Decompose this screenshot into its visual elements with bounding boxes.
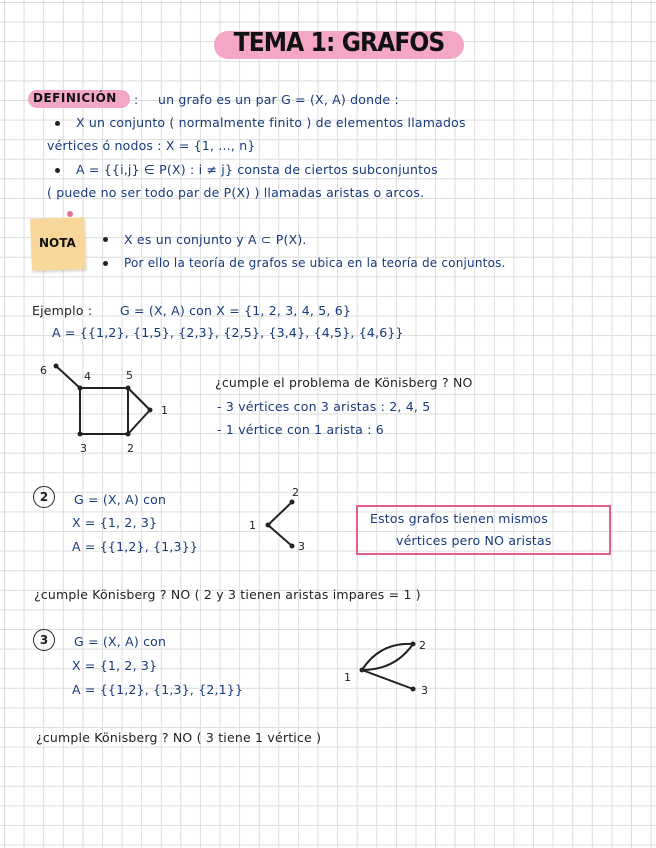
example1-detail1: - 3 vértices con 3 aristas : 2, 4, 5 xyxy=(217,399,431,414)
bullet-dot xyxy=(103,237,108,242)
example2-line3: A = {{1,2}, {1,3}} xyxy=(72,539,198,554)
note-item-1: X es un conjunto y A ⊂ P(X). xyxy=(124,232,307,247)
example2-number: 2 xyxy=(33,486,55,508)
example1-line2: A = {{1,2}, {1,5}, {2,3}, {2,5}, {3,4}, {4,5}, {4,6}} xyxy=(52,325,404,340)
example1-detail2: - 1 vértice con 1 arista : 6 xyxy=(217,422,384,437)
definition-bullet2-line1: A = {{i,j} ∈ P(X) : i ≠ j} consta de ciertos subconjuntos xyxy=(76,162,438,177)
node-label: 2 xyxy=(419,639,426,652)
page-title: TEMA 1: GRAFOS xyxy=(233,28,445,58)
note-label: NOTA xyxy=(39,236,76,250)
example2-line1: G = (X, A) con xyxy=(74,492,167,507)
bullet-dot xyxy=(55,168,60,173)
note-box-line1: Estos grafos tienen mismos xyxy=(370,511,548,526)
example2-question: ¿cumple Könisberg ? NO ( 2 y 3 tienen aristas impares = 1 ) xyxy=(34,587,421,602)
example-label: Ejemplo : xyxy=(32,303,93,318)
example3-line1: G = (X, A) con xyxy=(74,634,167,649)
example3-line3: A = {{1,2}, {1,3}, {2,1}} xyxy=(72,682,244,697)
node-label: 3 xyxy=(298,540,305,553)
node-label: 4 xyxy=(84,370,91,383)
example3-question: ¿cumple Könisberg ? NO ( 3 tiene 1 vértice ) xyxy=(36,730,322,745)
graph-example1 xyxy=(30,360,180,460)
definition-bullet1-line1: X un conjunto ( normalmente finito ) de elementos llamados xyxy=(76,115,466,130)
definition-bullet1-line2: vértices ó nodos : X = {1, ..., n} xyxy=(47,138,256,153)
graph-example3 xyxy=(335,630,445,705)
example1-line1: G = (X, A) con X = {1, 2, 3, 4, 5, 6} xyxy=(120,303,352,318)
node-label: 5 xyxy=(126,369,133,382)
node-label: 3 xyxy=(80,442,87,455)
example2-line2: X = {1, 2, 3} xyxy=(72,515,158,530)
definition-label: DEFINICIÓN xyxy=(33,91,117,105)
definition-colon: : xyxy=(134,92,139,107)
bullet-dot xyxy=(55,121,60,126)
node-label: 3 xyxy=(421,684,428,697)
note-item-2: Por ello la teoría de grafos se ubica en la teoría de conjuntos. xyxy=(124,256,506,270)
node-label: 2 xyxy=(292,486,299,499)
bullet-dot xyxy=(103,261,108,266)
node-label: 1 xyxy=(344,671,351,684)
graph-example2 xyxy=(240,480,320,560)
node-label: 1 xyxy=(249,519,256,532)
definition-bullet2-line2: ( puede no ser todo par de P(X) ) llamadas aristas o arcos. xyxy=(47,185,425,200)
node-label: 2 xyxy=(127,442,134,455)
pin-icon xyxy=(67,211,73,217)
note-box-line2: vértices pero NO aristas xyxy=(396,533,552,548)
example3-number: 3 xyxy=(33,629,55,651)
example3-line2: X = {1, 2, 3} xyxy=(72,658,158,673)
example1-question: ¿cumple el problema de Könisberg ? NO xyxy=(215,375,473,390)
node-label: 6 xyxy=(40,364,47,377)
definition-line: un grafo es un par G = (X, A) donde : xyxy=(158,92,399,107)
node-label: 1 xyxy=(161,404,168,417)
